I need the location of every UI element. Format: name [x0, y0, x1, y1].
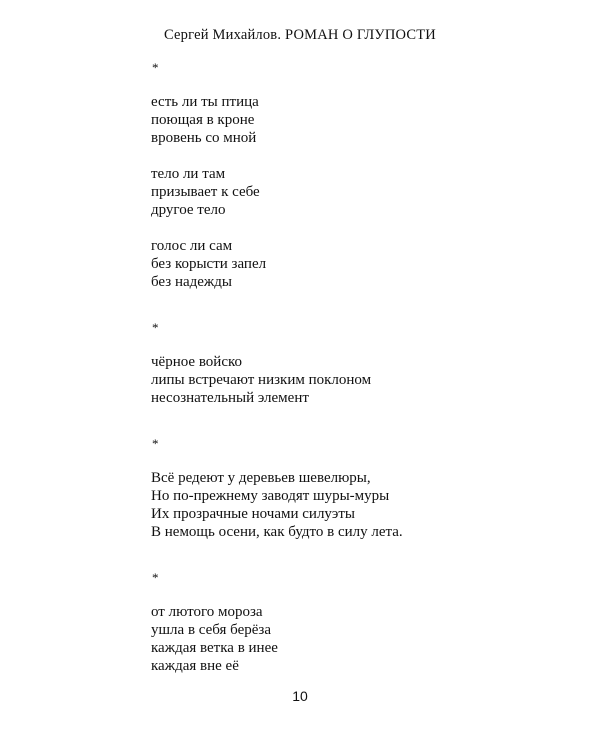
poem-separator: * — [152, 320, 159, 335]
poem — [151, 319, 571, 407]
poem-line: В немощь осени, как будто в силу лета. — [151, 524, 403, 540]
stanza — [151, 603, 571, 675]
poem-line: без надежды — [151, 274, 232, 290]
poem-separator: * — [152, 436, 159, 451]
poem — [151, 569, 571, 675]
poem-line: поющая в кроне — [151, 112, 255, 128]
poem-line: чёрное войско — [151, 354, 243, 370]
poem-line: тело ли там — [151, 166, 226, 182]
stanza — [151, 93, 571, 147]
poem-line: Всё редеют у деревьев шевелюры, — [151, 470, 371, 486]
stanza — [151, 165, 571, 219]
poem — [151, 59, 571, 291]
stanza — [151, 237, 571, 291]
poem-line: каждая вне её — [151, 658, 239, 674]
poem-line: голос ли сам — [151, 238, 233, 254]
poem-separator: * — [152, 60, 159, 75]
poem-line: Но по-прежнему заводят шуры-муры — [151, 488, 390, 504]
poem-line: от лютого мороза — [151, 604, 263, 620]
running-header: Сергей Михайлов. РОМАН О ГЛУПОСТИ — [164, 27, 436, 43]
stanza — [151, 469, 571, 541]
poem-line: вровень со мной — [151, 130, 257, 146]
page-number: 10 — [292, 688, 308, 704]
poem-line: есть ли ты птица — [151, 94, 259, 110]
poem-line: без корысти запел — [151, 256, 267, 272]
page-content — [151, 59, 571, 675]
poem-line: ушла в себя берёза — [151, 622, 272, 638]
poem-line: Их прозрачные ночами силуэты — [151, 506, 356, 522]
poem-line: другое тело — [151, 202, 226, 218]
poem — [151, 435, 571, 541]
poem-line: липы встречают низким поклоном — [151, 372, 372, 388]
poem-line: несознательный элемент — [151, 390, 309, 406]
poem-line: призывает к себе — [151, 184, 260, 200]
poem-separator: * — [152, 570, 159, 585]
poem-line: каждая ветка в инее — [151, 640, 278, 656]
stanza — [151, 353, 571, 407]
